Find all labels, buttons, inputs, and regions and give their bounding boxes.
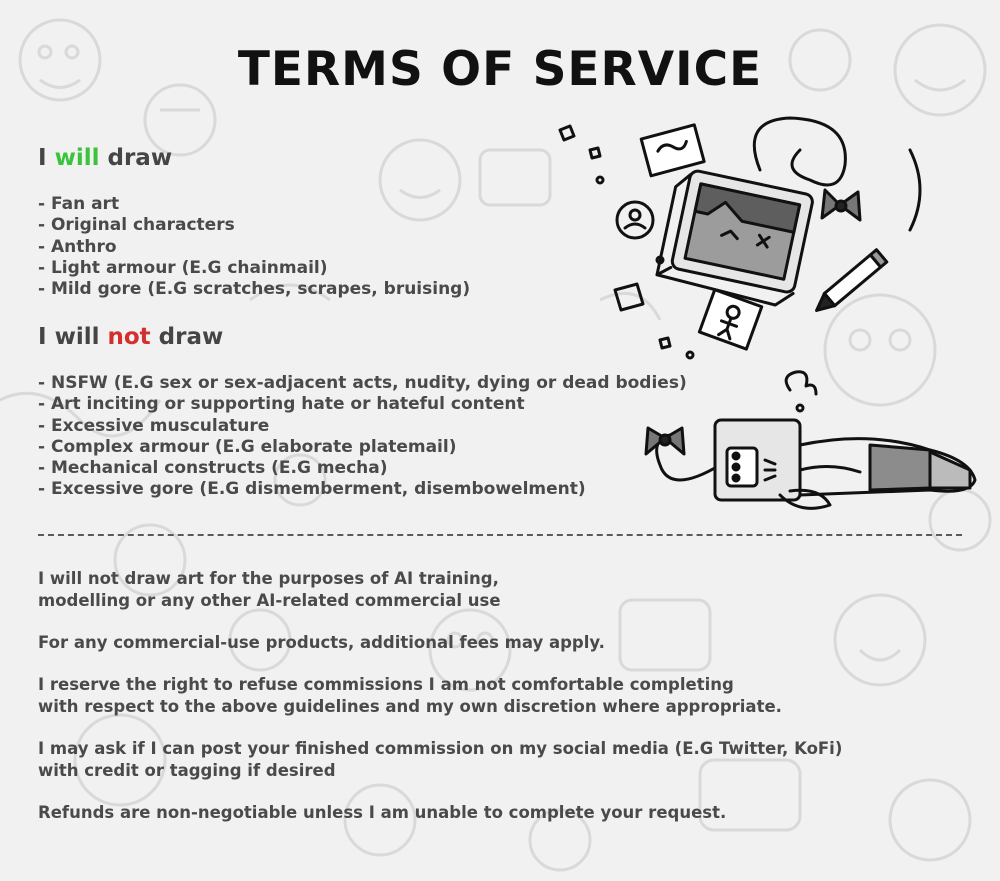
note-line: I reserve the right to refuse commissions I am not comfortable completing xyxy=(38,675,734,694)
will-not-draw-list xyxy=(38,373,687,501)
list-item: - Mechanical constructs (E.G mecha) xyxy=(38,458,388,479)
heading-post: draw xyxy=(150,324,224,350)
dashed-divider xyxy=(38,534,962,536)
list-item: - Excessive gore (E.G dismemberment, disembowelment) xyxy=(38,479,586,500)
list-item: - NSFW (E.G sex or sex-adjacent acts, nudity, dying or dead bodies) xyxy=(38,373,687,393)
heading-pre: I will xyxy=(38,324,108,350)
heading-post: draw xyxy=(99,145,173,171)
heading-pre: I xyxy=(38,145,55,171)
note-line: I will not draw art for the purposes of AI training, xyxy=(38,569,499,588)
heading-emphasis-will: will xyxy=(54,145,100,171)
list-item: - Art inciting or supporting hate or hateful content xyxy=(38,394,525,415)
list-item: - Complex armour (E.G elaborate platemail) xyxy=(38,436,457,457)
list-item: - Original characters xyxy=(38,215,235,236)
note-refunds xyxy=(38,802,968,824)
list-item: - Anthro xyxy=(38,236,117,257)
will-draw-list xyxy=(38,194,470,300)
note-line: modelling or any other AI-related commercial use xyxy=(38,590,501,610)
will-draw-heading xyxy=(38,145,172,171)
note-line: with credit or tagging if desired xyxy=(38,760,336,780)
lying-character-illustration xyxy=(630,370,990,530)
monitor-character-illustration xyxy=(540,110,940,360)
list-item: - Fan art xyxy=(38,194,120,214)
list-item: - Mild gore (E.G scratches, scrapes, bruising) xyxy=(38,279,471,300)
note-line: For any commercial-use products, additional fees may apply. xyxy=(38,633,605,652)
note-line: I may ask if I can post your finished commission on my social media (E.G Twitter, KoFi) xyxy=(38,739,843,758)
heading-emphasis-not: not xyxy=(107,324,151,350)
note-social-media xyxy=(38,738,968,781)
list-item: - Light armour (E.G chainmail) xyxy=(38,257,328,278)
note-line: with respect to the above guidelines and my own discretion where appropriate. xyxy=(38,696,782,716)
note-commercial-fees xyxy=(38,632,968,654)
note-ai-training xyxy=(38,568,968,611)
note-line: Refunds are non-negotiable unless I am unable to complete your request. xyxy=(38,803,727,822)
page-title: TERMS OF SERVICE xyxy=(237,42,763,97)
list-item: - Excessive musculature xyxy=(38,415,270,436)
note-refuse-right xyxy=(38,674,968,717)
will-not-draw-heading xyxy=(38,324,223,350)
